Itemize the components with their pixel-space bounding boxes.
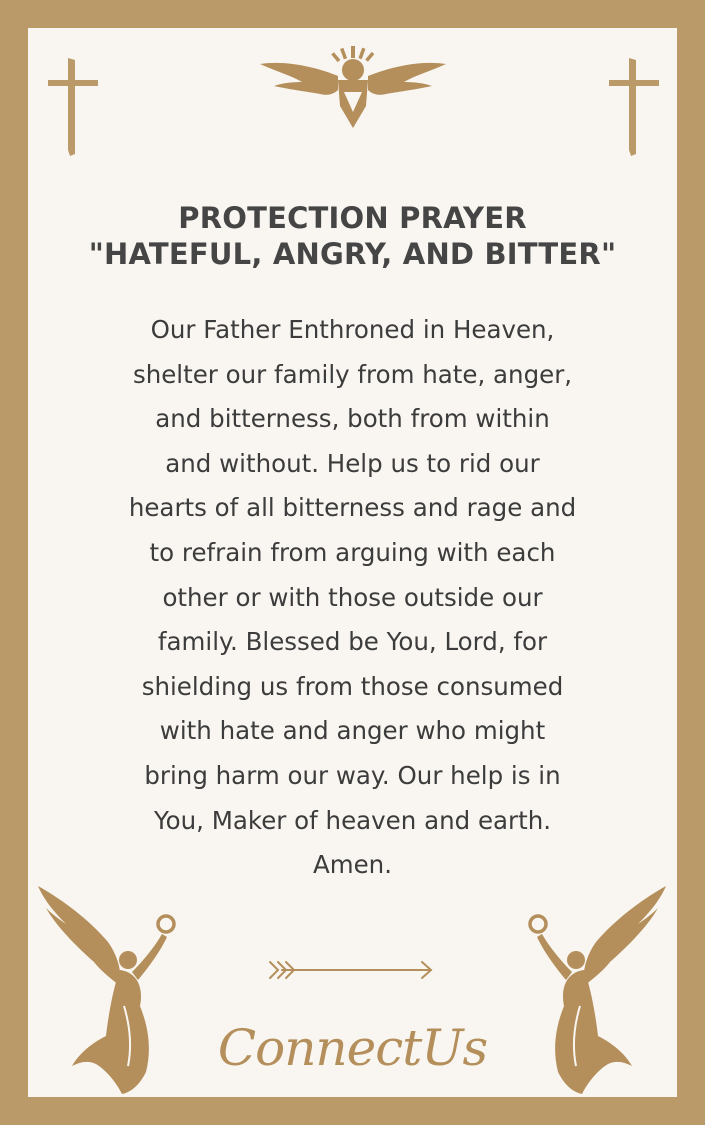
- title-line-1: PROTECTION PRAYER: [178, 201, 527, 235]
- prayer-line: and bitterness, both from within: [155, 404, 550, 434]
- title-line-2: "HATEFUL, ANGRY, AND BITTER": [88, 237, 617, 271]
- arrow-icon: [268, 958, 438, 982]
- prayer-line: and without. Help us to rid our: [165, 448, 540, 478]
- prayer-line: shelter our family from hate, anger,: [132, 359, 573, 389]
- prayer-line: bring harm our way. Our help is in: [144, 760, 561, 790]
- prayer-title: [28, 200, 677, 272]
- winged-sun-emblem-icon: [258, 46, 448, 130]
- prayer-card: [28, 28, 677, 1097]
- prayer-line: Our Father Enthroned in Heaven,: [150, 315, 555, 344]
- prayer-line: other or with those outside our: [162, 582, 543, 612]
- prayer-line: You, Maker of heaven and earth.: [153, 805, 552, 835]
- prayer-line: Amen.: [312, 850, 392, 880]
- prayer-line: to refrain from arguing with each: [149, 537, 556, 567]
- brand-logo: ConnectUs: [217, 1019, 488, 1077]
- cross-icon-left: [46, 58, 100, 158]
- prayer-body: [38, 308, 667, 888]
- prayer-line: with hate and anger who might: [159, 716, 546, 746]
- prayer-line: family. Blessed be You, Lord, for: [157, 627, 548, 657]
- cross-icon-right: [607, 58, 661, 158]
- prayer-line: hearts of all bitterness and rage and: [128, 493, 577, 523]
- prayer-line: shielding us from those consumed: [141, 671, 564, 701]
